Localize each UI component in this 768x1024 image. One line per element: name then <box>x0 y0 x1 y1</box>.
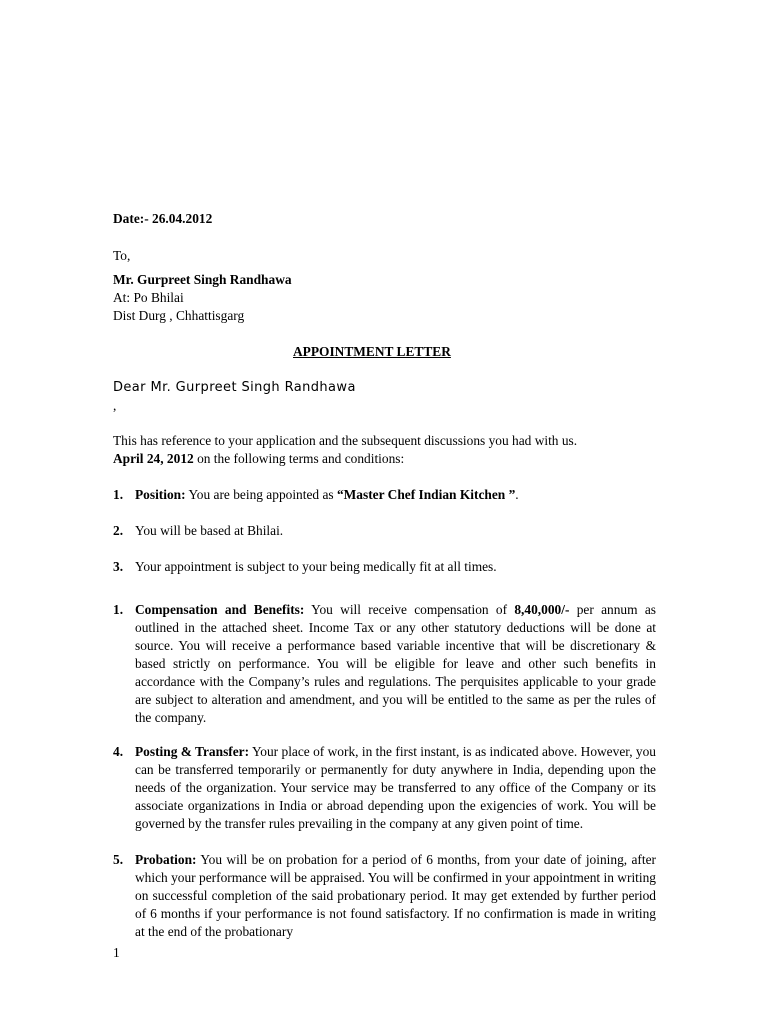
compensation-amount: 8,40,000/- <box>514 602 570 617</box>
item-position <box>135 486 519 504</box>
intro-line-2 <box>113 450 404 468</box>
item-number-position: 1. <box>113 487 124 502</box>
address-line-1: At: Po Bhilai <box>113 290 184 305</box>
item-medical: Your appointment is subject to your being medically fit at all times. <box>135 559 497 574</box>
posting-label: Posting & Transfer: <box>135 744 250 759</box>
probation-text: You will be on probation for a period of 6 months, from your date of joining, after which your performance will be appraised. You will be confirmed in your appointment in writing on successful completion of the said probationary period. It may get extended by further period of 6 months if your performance is not found satisfactory. If no confirmation is made in writing at the end of the probationary <box>135 852 656 939</box>
to-line: To, <box>113 248 131 263</box>
salutation-comma: , <box>113 398 117 413</box>
probation-label: Probation: <box>135 852 197 867</box>
item-number-compensation: 1. <box>113 602 124 617</box>
item-number-probation: 5. <box>113 852 124 867</box>
page-number: 1 <box>113 945 120 960</box>
item-based: You will be based at Bhilai. <box>135 523 284 538</box>
compensation-text-b: per annum as outlined in the attached sheet. Income Tax or any other statutory deductions will be done at source. You will receive a performance based variable incentive that will be discretionary & based strictly on performance. You will be eligible for leave and other such benefits in accordance with the Company’s rules and regulations. The perquisites applicable to your grade are subject to alteration and amendment, and you will be entitled to the same as per the rules of the company. <box>135 602 656 725</box>
posting-text: Your place of work, in the first instant, is as indicated above. However, you can be transferred temporarily or permanently for duty anywhere in India, depending upon the needs of the organization. Your service may be transferred to any office of the Company or its associate organizations in India or abroad depending upon the exigencies of work. You will be governed by the transfer rules prevailing in the company at any given point of time. <box>135 744 656 831</box>
address-line-2: Dist Durg , Chhattisgarg <box>113 308 245 323</box>
compensation-text-a: You will receive compensation of <box>304 602 515 617</box>
item-number-posting: 4. <box>113 744 124 759</box>
item-number-based: 2. <box>113 523 124 538</box>
letter-date: Date:- 26.04.2012 <box>113 211 213 226</box>
position-end: . <box>515 487 519 502</box>
intro-rest: on the following terms and conditions: <box>193 451 405 466</box>
addressee-name: Mr. Gurpreet Singh Randhawa <box>113 272 292 287</box>
compensation-label: Compensation and Benefits: <box>135 602 305 617</box>
item-posting <box>135 743 656 833</box>
intro-line-1: This has reference to your application and the subsequent discussions you had with us. <box>113 433 578 448</box>
intro-date: April 24, 2012 <box>113 451 194 466</box>
letter-title: APPOINTMENT LETTER <box>293 344 451 359</box>
item-number-medical: 3. <box>113 559 124 574</box>
item-probation <box>135 851 656 941</box>
position-text: You are being appointed as <box>185 487 337 502</box>
position-label: Position: <box>135 487 186 502</box>
position-role: “Master Chef Indian Kitchen ” <box>336 487 516 502</box>
item-compensation <box>135 601 656 727</box>
salutation: Dear Mr. Gurpreet Singh Randhawa <box>113 380 356 395</box>
